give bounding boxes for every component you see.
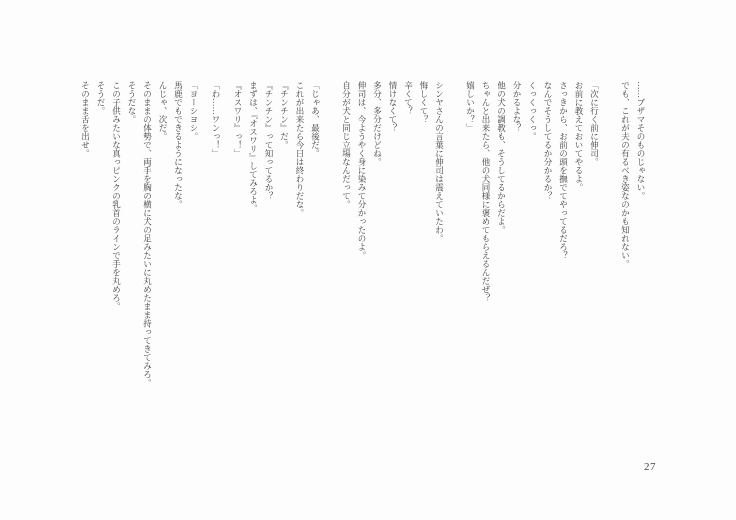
text-line: ……ブザマそのものじゃない。 <box>636 81 646 200</box>
text-line: これが出来たら今日は終わりだな。 <box>295 81 305 217</box>
text-line: なんでそうしてるか分かるか？ <box>543 81 553 200</box>
text-line: シンヤさんの言葉に伸司は震えていたわ。 <box>434 81 445 243</box>
text-line: そのままの体勢で、両手を胸の横に犬の足みたいに丸めたまま持ってきてみろ。 <box>142 81 153 387</box>
vertical-text-block <box>77 81 648 481</box>
text-line: 『チンチン』だ。 <box>279 81 290 149</box>
text-line: 分かるよな？ <box>512 81 522 132</box>
page-number: 27 <box>644 461 656 473</box>
text-line: そうだ。 <box>96 81 106 115</box>
text-line: この子供みたいな真っピンクの乳首のラインで手を丸めろ。 <box>111 81 122 311</box>
text-line: 『チンチン』って知ってるか？ <box>264 81 274 200</box>
text-line: 多分、多分だけどね。 <box>372 81 383 166</box>
text-line: さっきから、お前の頭を撫でてやってるだろ？ <box>558 81 569 260</box>
text-line: 『オスワリ』っ！」 <box>233 81 243 158</box>
text-line: 嬉しいか？」 <box>465 81 476 132</box>
text-line: 「ヨーシヨシ。 <box>189 81 199 141</box>
text-line: 「次に行く前に伸司。 <box>589 81 600 166</box>
text-line: でも、これが夫の有るべき姿なのかも知れない。 <box>620 81 631 268</box>
text-line: そのまま舌を出せ。 <box>80 81 91 158</box>
text-line: 自分が犬と同じ立場なんだって。 <box>341 81 352 209</box>
text-line: 「じゃあ、最後だ。 <box>310 81 321 158</box>
text-line: 悔しくて？ <box>419 81 429 124</box>
text-line: 伸司は、今ようやく身に染みて分かったのよ。 <box>357 81 367 260</box>
text-line: んじゃ、次だ。 <box>158 81 168 141</box>
text-line: 「わ……ワンっ！」 <box>211 81 221 158</box>
text-line: 馬鹿でもできるようになったな。 <box>173 81 184 209</box>
text-line: 辛くて？ <box>403 81 414 115</box>
text-line: 情けなくて？ <box>388 81 398 132</box>
text-line: ちゃんと出来たら、他の犬同様に褒めてもらえるんだぜ？ <box>481 81 491 302</box>
text-line: お前に教えておいてやるよ。 <box>574 81 584 192</box>
text-line: くっくっくっ。 <box>527 81 538 141</box>
text-line: まずは、『オスワリ』してみろよ。 <box>248 81 259 213</box>
text-line: 他の犬の調教も、そうしてるからだよ。 <box>496 81 507 234</box>
text-line: そうだな。 <box>127 81 137 124</box>
